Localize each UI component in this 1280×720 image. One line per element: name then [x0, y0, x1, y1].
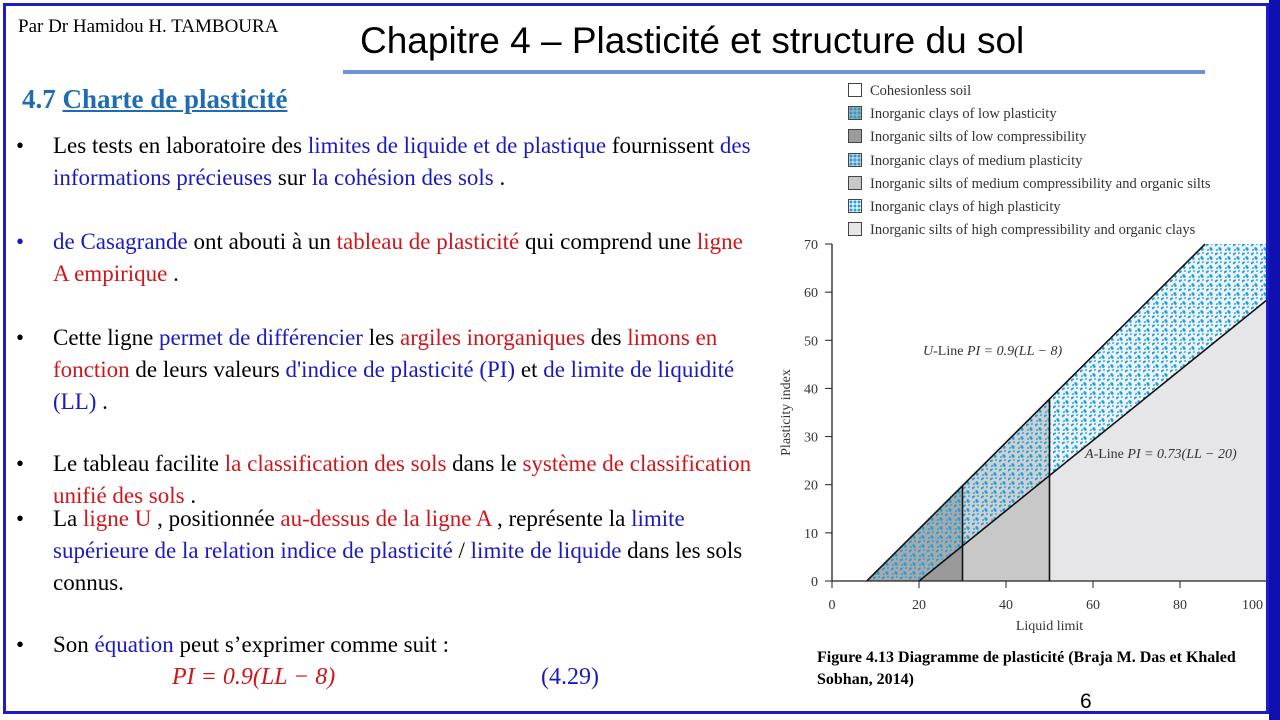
text-segment: limite de liquide [470, 538, 622, 563]
text-segment: de limite de liquidité (LL) [53, 357, 735, 414]
section-number: 4.7 [22, 84, 56, 114]
text-segment: Le tableau facilite [53, 451, 225, 476]
author: Par Dr Hamidou H. TAMBOURA [18, 16, 279, 37]
text-segment: qui comprend une [519, 229, 697, 254]
text-segment: Les tests en laboratoire des [53, 133, 308, 158]
figure-caption: Figure 4.13 Diagramme de plasticité (Braja M. Das et Khaled Sobhan, 2014) [817, 649, 1236, 688]
text-segment: tableau de plasticité [336, 229, 520, 254]
y-tick-label: 60 [804, 286, 818, 302]
equation: PI = 0.9(LL − 8) [172, 664, 336, 690]
x-tick-label: 40 [999, 598, 1013, 613]
text-segment: . [96, 389, 108, 414]
y-tick-label: 50 [804, 334, 818, 350]
text-segment: de leurs valeurs [129, 357, 286, 382]
legend-label: Inorganic clays of low plasticity [870, 106, 1057, 123]
text-segment: des informations précieuses [53, 133, 751, 190]
page-number: 6 [1080, 690, 1092, 713]
x-tick-label: 60 [1086, 598, 1100, 613]
text-segment: au-dessus de la ligne A [280, 506, 492, 531]
line-label-a [1084, 447, 1237, 462]
text-segment: ligne A empirique [53, 229, 743, 286]
line-name: -Line [933, 344, 967, 359]
x-tick-label: 20 [912, 598, 926, 613]
text-segment: . [167, 261, 179, 286]
bullet-marker: • [16, 325, 25, 350]
text-segment: peut s’exprimer comme suit : [173, 632, 450, 657]
bullet-marker: • [16, 506, 25, 531]
y-tick-label: 0 [811, 575, 818, 590]
equation-number: (4.29) [541, 664, 599, 690]
text-segment: dans le [446, 451, 523, 476]
legend-label: Inorganic silts of low compressibility [870, 129, 1087, 146]
text-segment: des [585, 325, 628, 350]
text-segment: ligne U [83, 506, 152, 531]
x-axis-label: Liquid limit [1015, 619, 1084, 634]
text-segment: limites de liquide et de plastique [307, 133, 607, 158]
slide-border-right [1269, 0, 1280, 720]
legend-label: Inorganic clays of medium plasticity [870, 152, 1083, 169]
text-segment: limons en fonction [53, 325, 718, 382]
text-segment: les [362, 325, 400, 350]
section-title: Charte de plasticité [62, 84, 288, 114]
text-segment: / [452, 538, 471, 563]
x-tick-label: 80 [1173, 598, 1187, 613]
y-tick-label: 70 [804, 238, 818, 253]
line-letter: U [923, 344, 934, 359]
text-segment: , représente la [491, 506, 632, 531]
legend-label: Inorganic silts of high compressibility and organic clays [870, 222, 1196, 239]
y-tick-label: 30 [804, 430, 818, 446]
text-segment: limite supérieure de la relation indice de plasticité [53, 506, 685, 563]
line-letter: A [1085, 447, 1094, 462]
text-segment: , positionnée [151, 506, 281, 531]
y-tick-label: 20 [804, 478, 818, 494]
legend-label: Cohesionless soil [870, 83, 972, 99]
text-segment: argiles inorganiques [400, 325, 586, 350]
x-tick-label: 100 [1242, 598, 1263, 613]
line-name: -Line [1093, 447, 1128, 462]
text-segment: Cette ligne [53, 325, 160, 350]
y-axis-label: Plasticity index [779, 369, 794, 456]
text-segment: Son [53, 632, 95, 657]
slide-title: Chapitre 4 – Plasticité et structure du sol [360, 20, 1025, 61]
text-segment: . [493, 165, 506, 190]
y-tick-label: 10 [804, 526, 818, 542]
text-segment: équation [94, 632, 174, 657]
text-segment: La [53, 506, 84, 531]
bullet-marker: • [16, 229, 25, 254]
text-segment: la classification des sols [224, 451, 447, 476]
line-label-u [923, 344, 1063, 359]
text-segment: permet de différencier [159, 325, 363, 350]
text-segment: de Casagrande [53, 229, 188, 254]
text-segment: fournissent [606, 133, 720, 158]
bullet-marker: • [16, 451, 25, 476]
text-segment: système de classification unifié des sols [53, 451, 752, 508]
x-tick-label: 0 [828, 598, 836, 613]
line-equation: PI = 0.73(LL − 20) [1127, 447, 1237, 462]
text-segment: sur [272, 165, 312, 190]
text-segment: ont abouti à un [187, 229, 337, 254]
text-segment: la cohésion des sols [311, 165, 494, 190]
bullet-marker: • [16, 632, 25, 657]
plot-area [867, 244, 1267, 581]
text-segment: dans les sols connus. [53, 538, 743, 595]
text-segment: . [184, 483, 197, 508]
bullet-marker: • [16, 133, 25, 158]
y-tick-label: 40 [804, 382, 818, 398]
line-equation: PI = 0.9(LL − 8) [966, 344, 1063, 359]
legend-label: Inorganic silts of medium compressibility and organic silts [870, 175, 1211, 192]
text-segment: et [515, 357, 544, 382]
text-segment: d'indice de plasticité (PI) [285, 357, 516, 382]
legend-label: Inorganic clays of high plasticity [870, 199, 1061, 215]
